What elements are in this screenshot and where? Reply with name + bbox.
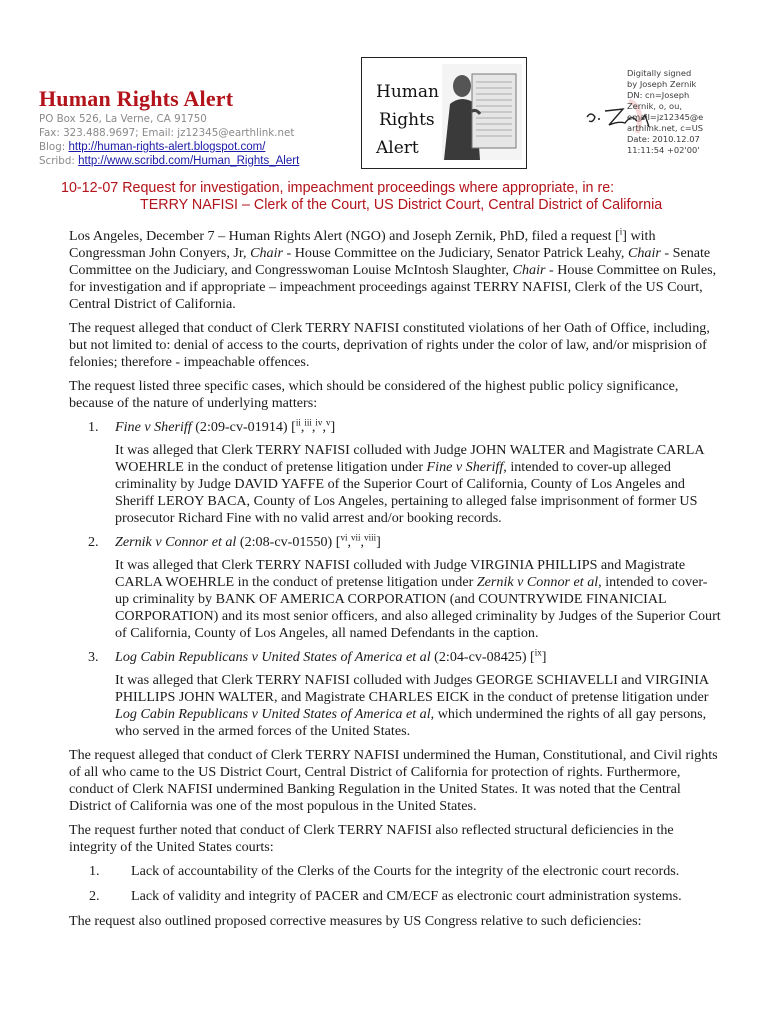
title-line-2: TERRY NAFISI – Clerk of the Court, US District Court, Central District of California (140, 197, 663, 213)
footnote-ref[interactable]: ix (534, 647, 542, 658)
scribd-row (39, 154, 299, 168)
footnote-ref[interactable]: iii (304, 417, 312, 428)
logo-word-3: Alert (376, 138, 419, 158)
paragraph-intro (69, 228, 721, 313)
text-run: ] (330, 419, 336, 435)
text-run: , (311, 419, 316, 435)
text-run: ] with Congressman John Conyers, Jr, (69, 228, 656, 261)
footnote-ref[interactable]: i (619, 226, 623, 237)
text-run: ] (376, 534, 381, 550)
text-run: , (322, 419, 326, 435)
text-run: It was alleged that Clerk TERRY NAFISI colluded with Judge VIRGINIA PHILLIPS and Magistrate CARLA WOEHRLE in the conduct of pretense litigation under (115, 557, 686, 590)
logo-word-1: Human (376, 82, 439, 102)
signature-line: Digitally signed (627, 68, 692, 78)
text-run: ] (541, 649, 547, 665)
deficiency-item (69, 888, 721, 905)
case-name: Log Cabin Republicans v United States of America et al (115, 649, 431, 665)
signature-line: 11:11:54 +02'00' (627, 145, 700, 155)
document-header (0, 0, 768, 170)
text-run: Los Angeles, December 7 – Human Rights Alert (NGO) and Joseph Zernik, PhD, filed a request [ (69, 228, 620, 244)
paragraph-violations: The request alleged that conduct of Clerk TERRY NAFISI constituted violations of her Oath of Office, including, but not limited to: denial of access to the courts, deprivation of rights under the color of law, and/or misprision of felonies; therefore - impeachable offences. (69, 320, 710, 370)
document-title (61, 180, 662, 214)
signature-line: email=jz12345@e (627, 112, 704, 122)
text-run: , (347, 534, 352, 550)
case-docket: (2:04-cv-08425) [ (430, 649, 535, 665)
case-description (69, 557, 721, 642)
fax-email: Fax: 323.488.9697; Email: jz12345@earthlink.net (39, 127, 295, 139)
case-docket: (2:08-cv-01550) [ (236, 534, 341, 550)
contact-block (39, 112, 299, 168)
document-body (69, 228, 721, 937)
scribd-label: Scribd: (39, 155, 75, 167)
footnote-ref[interactable]: vi (340, 532, 348, 543)
case-item (69, 649, 721, 666)
signature-line: by Joseph Zernik (627, 79, 697, 89)
case-name-inline: Fine v Sheriff (426, 459, 504, 475)
signature-line: arthlink.net, c=US (627, 123, 704, 133)
text-run: Chair (627, 245, 661, 261)
blog-link[interactable]: http://human-rights-alert.blogspot.com/ (68, 141, 266, 153)
text-run: - Senate Committee on the Judiciary, and Congresswoman Louise McIntosh Slaughter, (69, 245, 711, 278)
list-number: 3. (88, 649, 99, 665)
case-description (69, 442, 721, 527)
list-number: 1. (89, 863, 100, 879)
case-docket: (2:09-cv-01914) [ (191, 419, 296, 435)
text-run: It was alleged that Clerk TERRY NAFISI colluded with Judge JOHN WALTER and Magistrate CARLA WOEHRLE in the conduct of pretense litigation under (115, 442, 704, 475)
blog-row (39, 140, 299, 154)
logo-word-2: Rights (379, 110, 435, 130)
paragraph-corrective: The request also outlined proposed corrective measures by US Congress relative to such deficiencies: (69, 913, 642, 929)
footnote-ref[interactable]: v (325, 417, 331, 428)
footnote-ref[interactable]: vii (351, 532, 361, 543)
text-run: , (360, 534, 365, 550)
paragraph-cases-intro: The request listed three specific cases, which should be considered of the highest public policy significance, because of the nature of underlying matters: (69, 378, 679, 411)
logo-photo-icon (442, 64, 522, 160)
signature-line: Zernik, o, ou, (627, 101, 683, 111)
text-run: Chair (512, 262, 546, 278)
deficiency-text: Lack of validity and integrity of PACER and CM/ECF as electronic court administration systems. (131, 888, 682, 904)
footnote-ref[interactable]: iv (315, 417, 323, 428)
case-item (69, 419, 721, 436)
case-item (69, 534, 721, 551)
signature-details (627, 68, 703, 156)
paragraph-structural: The request further noted that conduct of Clerk TERRY NAFISI also reflected structural deficiencies in the integrity of the United States courts: (69, 822, 674, 855)
scribd-link[interactable]: http://www.scribd.com/Human_Rights_Alert (78, 155, 300, 167)
text-run: - House Committee on the Judiciary, Senator Patrick Leahy, (283, 245, 628, 261)
list-number: 2. (88, 534, 99, 550)
text-run: It was alleged that Clerk TERRY NAFISI colluded with Judges GEORGE SCHIAVELLI and VIRGINIA PHILLIPS JOHN WALTER, and Magistrate CHARLES EICK in the conduct of pretense litigation under (115, 672, 709, 705)
case-name: Fine v Sheriff (115, 419, 192, 435)
footnote-ref[interactable]: viii (364, 532, 377, 543)
deficiency-item (69, 863, 721, 880)
title-line-1: 10-12-07 Request for investigation, impeachment proceedings where appropriate, in re: (61, 180, 615, 196)
list-number: 2. (89, 888, 100, 904)
signature-line: Date: 2010.12.07 (627, 134, 700, 144)
organization-logo (361, 57, 527, 169)
text-run: , intended to cover-up alleged criminality by Judge DAVID YAFFE of the Superior Court of California, County of Los Angeles and Sheriff LEROY BACA, County of Los Angeles, pertaining to alleged false imprisonment of former US prosecutor Richard Fine with no valid arrest and/or booking records. (115, 459, 698, 526)
case-name-inline: Log Cabin Republicans v United States of America et al (115, 706, 431, 722)
case-name: Zernik v Connor et al (115, 534, 237, 550)
text-run: , intended to cover-up criminality by BANK OF AMERICA CORPORATION (and COUNTRYWIDE FINANICIAL CORPORATION) and its most senior officers, and also alleged criminality by Judges of the Superior Court of California, County of Los Angeles, all named Defendants in the caption. (115, 574, 721, 641)
digital-signature (585, 62, 765, 172)
text-run: Chair (250, 245, 283, 261)
text-run: - House Committee on Rules, for investigation and if appropriate – impeachment proceedings against TERRY NAFISI, Clerk of the US Court, Central District of California. (69, 262, 717, 312)
organization-name: Human Rights Alert (39, 86, 234, 111)
case-name-inline: Zernik v Connor et al (476, 574, 599, 590)
case-description (69, 672, 721, 740)
footnote-ref[interactable]: ii (295, 417, 301, 428)
address: PO Box 526, La Verne, CA 91750 (39, 113, 207, 125)
paragraph-impact: The request alleged that conduct of Clerk TERRY NAFISI undermined the Human, Constitutional, and Civil rights of all who came to the US District Court, Central District of California for protection of rights. Furthermore, conduct of Clerk NAFISI undermined Banking Regulation in the United States. It was noted that the Central District of California was one of the most populous in the United States. (69, 747, 718, 814)
text-run: , (300, 419, 305, 435)
deficiency-text: Lack of accountability of the Clerks of the Courts for the integrity of the electronic court records. (131, 863, 680, 879)
list-number: 1. (88, 419, 99, 435)
blog-label: Blog: (39, 141, 66, 153)
text-run: , which undermined the rights of all gay persons, who served in the armed forces of the United States. (115, 706, 707, 739)
signature-line: DN: cn=Joseph (627, 90, 690, 100)
